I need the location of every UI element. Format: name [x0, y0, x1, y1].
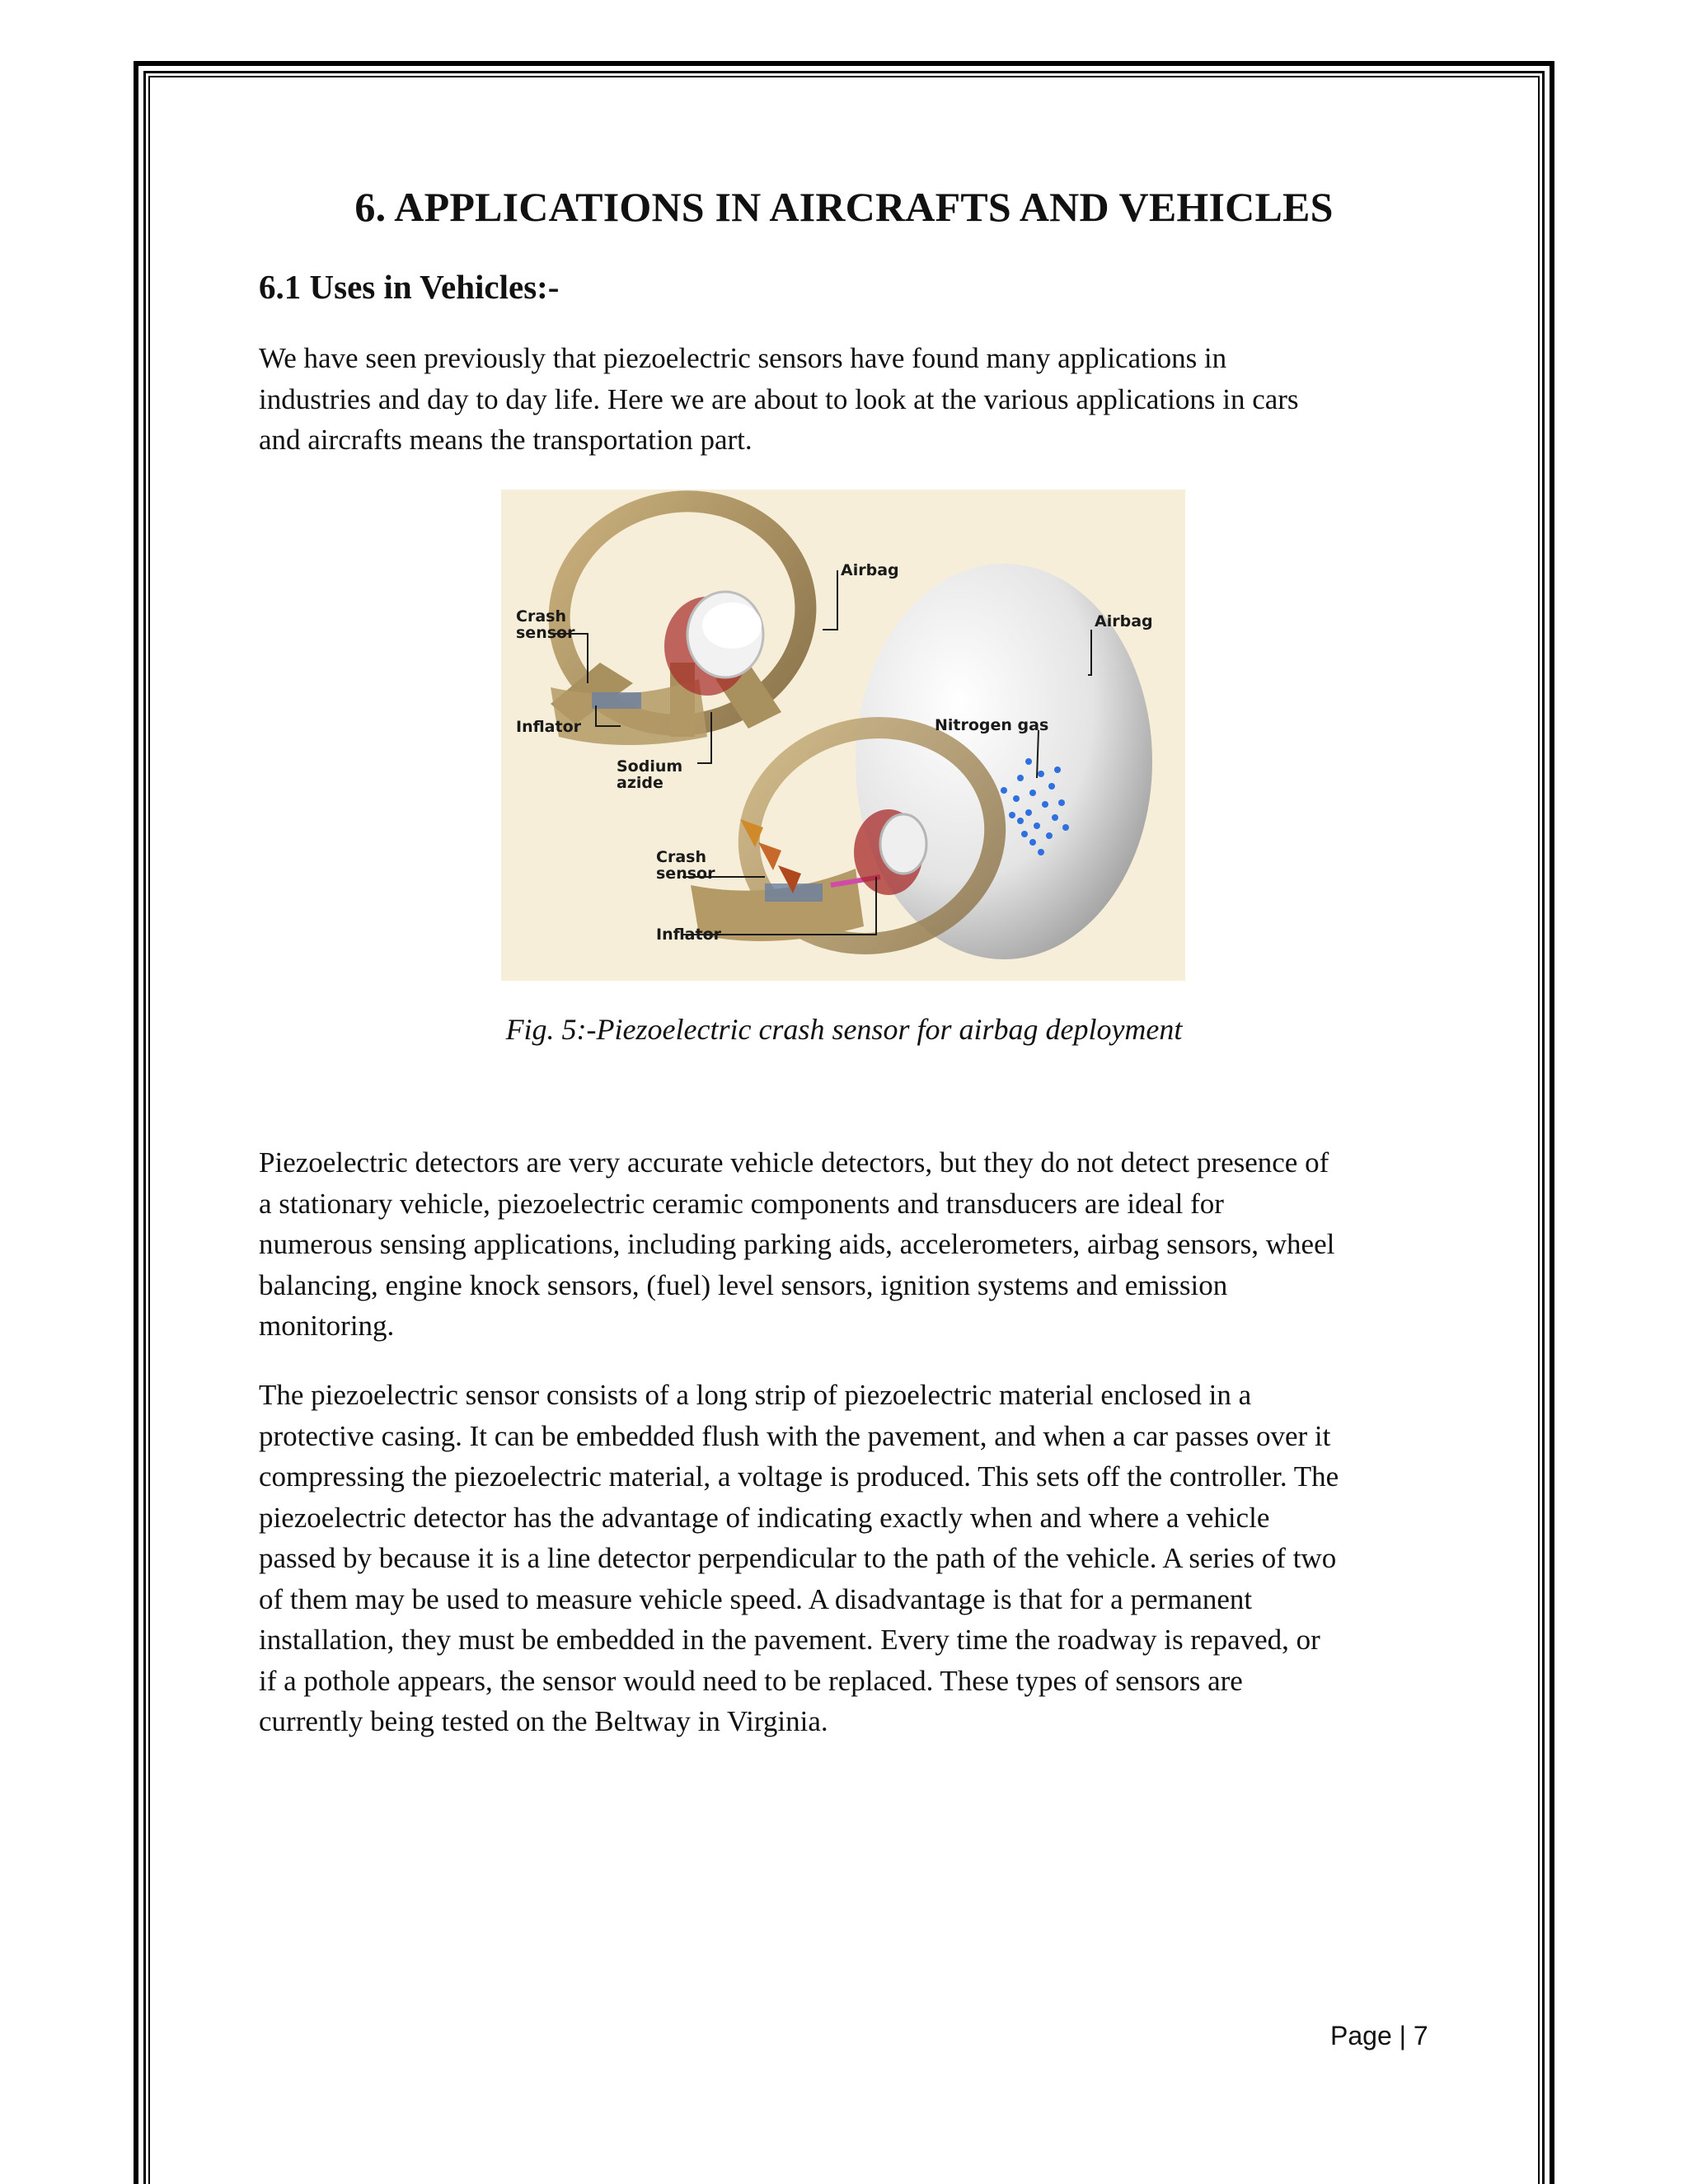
- figure-caption: Fig. 5:-Piezoelectric crash sensor for airbag deployment: [505, 1013, 1183, 1046]
- label-crash-sensor-bottom-2: sensor: [656, 865, 715, 883]
- text-line: The piezoelectric sensor consists of a long strip of piezoelectric material enclosed in a: [259, 1379, 1252, 1411]
- label-nitrogen-gas: Nitrogen gas: [935, 716, 1049, 734]
- steering-wheel-top: [538, 490, 827, 748]
- text-line: currently being tested on the Beltway in Virginia.: [259, 1705, 828, 1737]
- text-line: protective casing. It can be embedded flush with the pavement, and when a car passes over it: [259, 1419, 1331, 1452]
- text-line: if a pothole appears, the sensor would need to be replaced. These types of sensors are: [259, 1664, 1243, 1697]
- label-crash-sensor-top-1: Crash: [516, 607, 566, 626]
- text-line: numerous sensing applications, including parking aids, accelerometers, airbag sensors, wheel: [259, 1228, 1335, 1260]
- label-crash-sensor-bottom-1: Crash: [656, 848, 706, 866]
- label-sodium-azide-1: Sodium: [617, 757, 683, 776]
- text-line: of them may be used to measure vehicle speed. A disadvantage is that for a permanent: [259, 1582, 1253, 1615]
- page-number: Page | 7: [1330, 2021, 1428, 2050]
- airbag-crash-sensor-illustration: [501, 490, 1185, 981]
- label-crash-sensor-top-2: sensor: [516, 624, 575, 642]
- text-line: We have seen previously that piezoelectric sensors have found many applications in: [259, 342, 1227, 374]
- text-line: a stationary vehicle, piezoelectric ceramic components and transducers are ideal for: [259, 1187, 1224, 1220]
- text-line: piezoelectric detector has the advantage of indicating exactly when and where a vehicle: [259, 1501, 1270, 1534]
- text-line: monitoring.: [259, 1310, 395, 1342]
- text-line: Piezoelectric detectors are very accurate vehicle detectors, but they do not detect presence of: [259, 1146, 1329, 1179]
- paragraph-detectors: [259, 1142, 1437, 1347]
- text-line: installation, they must be embedded in the pavement. Every time the roadway is repaved, or: [259, 1624, 1320, 1656]
- text-line: balancing, engine knock sensors, (fuel) level sensors, ignition systems and emission: [259, 1268, 1228, 1301]
- intro-paragraph: [259, 338, 1437, 461]
- text-line: passed by because it is a line detector perpendicular to the path of the vehicle. A series of two: [259, 1542, 1337, 1574]
- label-airbag-top: Airbag: [841, 561, 899, 579]
- paragraph-sensor-strip: [259, 1375, 1437, 1742]
- text-line: and aircrafts means the transportation part.: [259, 424, 753, 456]
- section-heading: 6.1 Uses in Vehicles:-: [259, 268, 560, 306]
- label-sodium-azide-2: azide: [617, 774, 663, 792]
- text-line: compressing the piezoelectric material, a voltage is produced. This sets off the controller. The: [259, 1460, 1339, 1493]
- label-inflator-bottom: Inflator: [656, 926, 722, 944]
- label-airbag-right: Airbag: [1095, 612, 1153, 630]
- text-line: industries and day to day life. Here we are about to look at the various applications in cars: [259, 382, 1299, 415]
- chapter-title: 6. APPLICATIONS IN AIRCRAFTS AND VEHICLES: [354, 184, 1334, 230]
- label-inflator-top: Inflator: [516, 718, 582, 736]
